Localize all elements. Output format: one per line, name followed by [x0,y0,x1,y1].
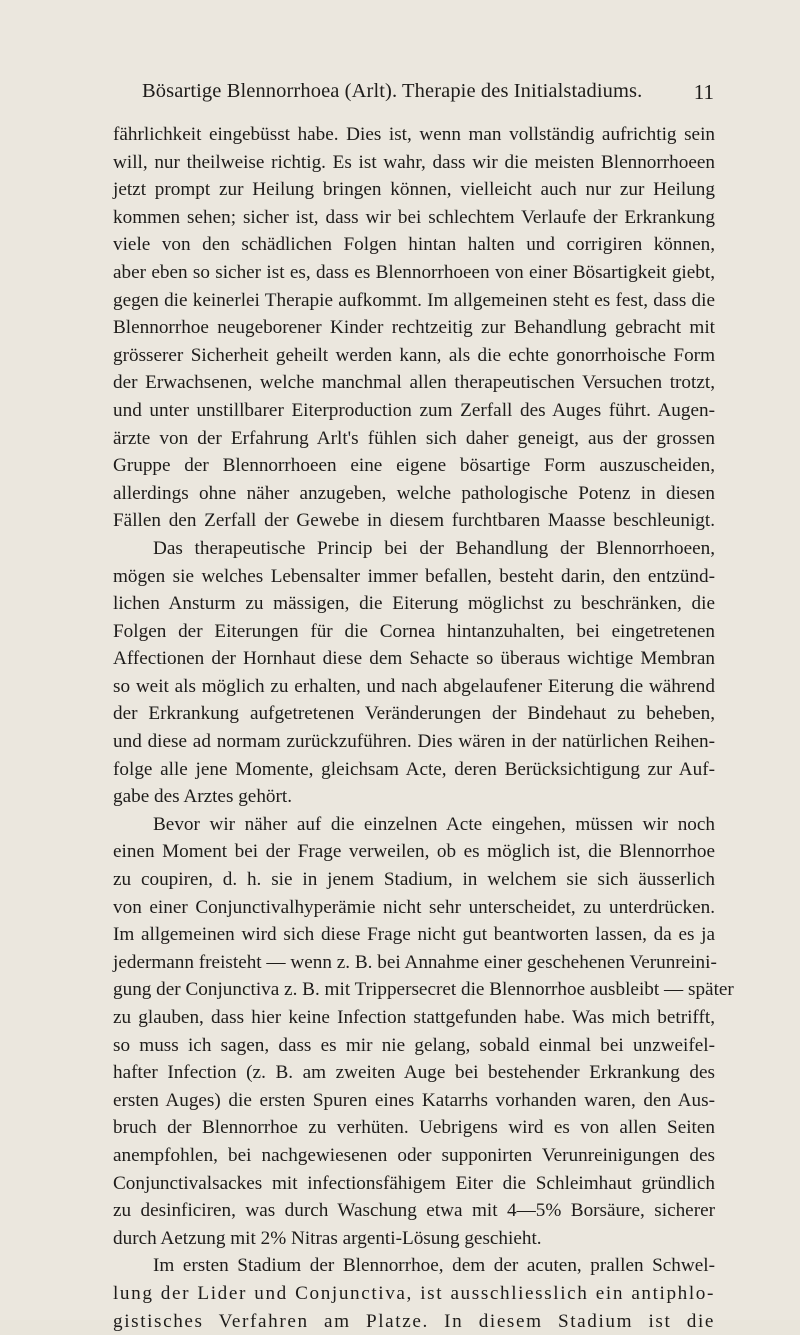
text-line: Conjunctivalsackes mit infectionsfähigem Eiter die Schleimhaut gründlich [113,1172,715,1194]
text-line: zu desinficiren, was durch Waschung etwa mit 4—5% Borsäure, sicherer [113,1200,715,1222]
text-line: mögen sie welches Lebensalter immer befallen, besteht darin, den entzünd- [113,565,715,587]
text-line: zu glauben, dass hier keine Infection stattgefunden habe. Was mich betrifft, [113,1007,715,1028]
text-line: fährlichkeit eingebüsst habe. Dies ist, wenn man vollständig aufrichtig sein [113,124,715,145]
text-line: einen Moment bei der Frage verweilen, ob es möglich ist, die Blennorrhoe [113,841,715,863]
paragraph-end-line: gabe des Arztes gehört. [113,786,293,808]
text-line: kommen sehen; sicher ist, dass wir bei schlechtem Verlaufe der Erkrankung [113,206,715,228]
text-line: Folgen der Eiterungen für die Cornea hintanzuhalten, bei eingetretenen [113,620,715,642]
text-line: Affectionen der Hornhaut diese dem Sehacte so überaus wichtige Membran [113,648,715,670]
text-line: anempfohlen, bei nachgewiesenen oder supponirten Verunreinigungen des [113,1144,715,1166]
text-line: Blennorrhoe neugeborener Kinder rechtzeitig zur Behandlung gebracht mit [113,317,715,339]
text-line: jetzt prompt zur Heilung bringen können, vielleicht auch nur zur Heilung [113,179,715,201]
paragraph-start-line: Bevor wir näher auf die einzelnen Acte eingehen, müssen wir noch [153,813,715,835]
text-line: gung der Conjunctiva z. B. mit Trippersecret die Blennorrhoe ausbleibt — später [113,979,734,1001]
body-text [113,121,734,1335]
text-line: hafter Infection (z. B. am zweiten Auge bei bestehender Erkrankung des [113,1062,715,1084]
text-line: viele von den schädlichen Folgen hintan halten und corrigiren können, [113,234,715,256]
page-header [112,80,714,108]
text-line: der Erkrankung aufgetretenen Veränderungen der Bindehaut zu beheben, [113,703,715,725]
text-line: will, nur theilweise richtig. Es ist wahr, dass wir die meisten Blennorrhoeen [113,151,715,173]
text-line: zu coupiren, d. h. sie in jenem Stadium, in welchem sie sich äusserlich [113,869,715,891]
text-line: Gruppe der Blennorrhoeen eine eigene bösartige Form auszuscheiden, [113,455,715,477]
text-line: und unter unstillbarer Eiterproduction zum Zerfall des Auges führt. Augen- [113,399,715,421]
running-title: Bösartige Blennorrhoea (Arlt). Therapie des Initialstadiums. [142,80,643,102]
text-line: bruch der Blennorrhoe zu verhüten. Uebrigens wird es von allen Seiten [113,1117,715,1139]
text-line: gegen die keinerlei Therapie aufkommt. Im allgemeinen steht es fest, dass die [113,289,715,311]
text-line: folge alle jene Momente, gleichsam Acte, deren Berücksichtigung zur Auf- [113,758,715,780]
text-line: grösserer Sicherheit geheilt werden kann, als die echte gonorrhoische Form [113,344,715,366]
text-line: Fällen den Zerfall der Gewebe in diesem furchtbaren Maasse beschleunigt. [113,510,715,532]
page-number: 11 [693,80,714,104]
text-line: von einer Conjunctivalhyperämie nicht sehr unterscheidet, zu unterdrücken. [113,896,715,918]
paragraph-start-line: Das therapeutische Princip bei der Behandlung der Blennorrhoeen, [153,537,715,559]
text-line: der Erwachsenen, welche manchmal allen therapeutischen Versuchen trotzt, [113,372,715,394]
text-line: Im allgemeinen wird sich diese Frage nicht gut beantworten lassen, da es ja [113,924,715,946]
text-line: gistisches Verfahren am Platze. In diesem Stadium ist die [113,1310,715,1332]
text-line: ärzte von der Erfahrung Arlt's fühlen sich daher geneigt, aus der grossen [113,427,715,449]
text-line: allerdings ohne näher anzugeben, welche pathologische Potenz in diesen [113,482,715,504]
text-line: lichen Ansturm zu mässigen, die Eiterung möglichst zu beschränken, die [113,593,715,615]
text-line: lung der Lider und Conjunctiva, ist ausschliesslich ein antiphlo- [113,1282,715,1304]
text-line: jedermann freisteht — wenn z. B. bei Annahme einer geschehenen Verunreini- [113,951,717,973]
text-line: und diese ad normam zurückzuführen. Dies wären in der natürlichen Reihen- [113,731,715,753]
text-line: so weit als möglich zu erhalten, und nach abgelaufener Eiterung die während [113,675,715,697]
paragraph-start-line: Im ersten Stadium der Blennorrhoe, dem der acuten, prallen Schwel- [153,1255,715,1277]
text-line: aber eben so sicher ist es, dass es Blennorrhoeen von einer Bösartigkeit giebt, [113,261,715,283]
text-line: so muss ich sagen, dass es mir nie gelang, sobald einmal bei unzweifel- [113,1034,715,1056]
text-line: ersten Auges) die ersten Spuren eines Katarrhs vorhanden waren, den Aus- [113,1089,715,1111]
paragraph-end-line: durch Aetzung mit 2% Nitras argenti-Lösung geschieht. [113,1227,542,1249]
